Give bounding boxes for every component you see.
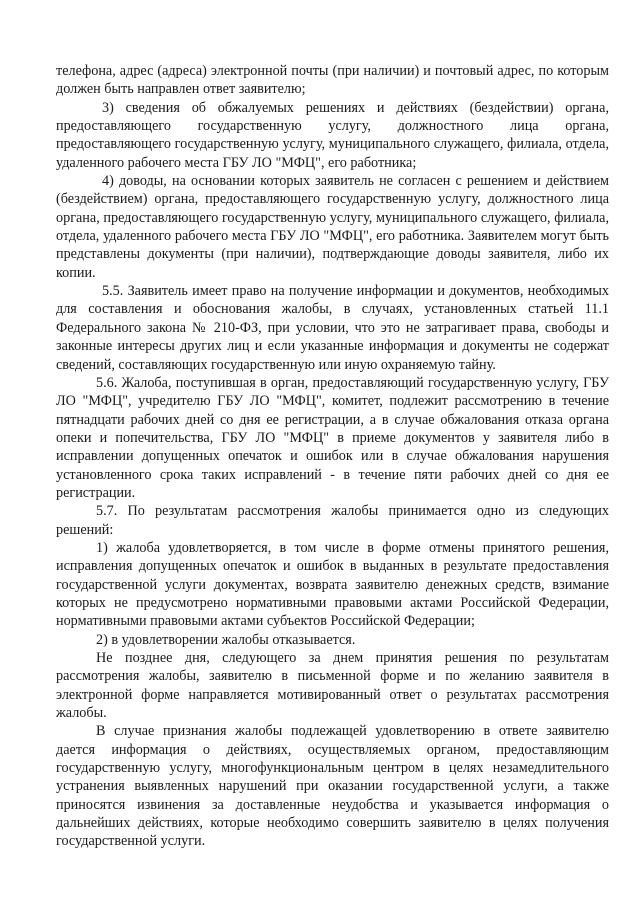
paragraph-5-7: 5.7. По результатам рассмотрения жалобы принимается одно из следующих решений: — [56, 503, 609, 538]
paragraph-decision-1: 1) жалоба удовлетворяется, в том числе в форме отмены принятого решения, исправления допущенных опечаток и ошибок в выданных в результате предоставления государственной услуги документах, возврата заявителю денежных средств, взимание которых не предусмотрено нормативными правовыми актами Российской Федерации, нормативными правовыми актами субъектов Российской Федерации; — [56, 539, 609, 630]
paragraph-satisfaction-info: В случае признания жалобы подлежащей удовлетворению в ответе заявителю дается информация о действиях, осуществляемых органом, предоставляющим государственную услугу, многофункциональным центром в целях незамедлительного устранения выявленных нарушений при оказании государственной услуги, а также приносятся извинения за доставленные неудобства и указывается информация о дальнейших действиях, которые необходимо совершить заявителю в целях получения государственной услуги. — [56, 723, 609, 850]
paragraph-item-3: 3) сведения об обжалуемых решениях и действиях (бездействии) органа, предоставляющего государственную услугу, должностного лица органа, предоставляющего государственную услугу, муниципального служащего, филиала, отдела, удаленного рабочего места ГБУ ЛО "МФЦ", его работника; — [56, 99, 609, 171]
paragraph-contact-details: телефона, адрес (адреса) электронной почты (при наличии) и почтовый адрес, по которым должен быть направлен ответ заявителю; — [56, 63, 609, 98]
paragraph-item-4: 4) доводы, на основании которых заявитель не согласен с решением и действием (бездействием) органа, предоставляющего государственную услугу, должностного лица органа, предоставляющего государственную услугу, муниципального служащего, филиала, отдела, удаленного рабочего места ГБУ ЛО "МФЦ", его работника. Заявителем могут быть представлены документы (при наличии), подтверждающие доводы заявителя, либо их копии. — [56, 173, 609, 281]
paragraph-5-5: 5.5. Заявитель имеет право на получение информации и документов, необходимых для составления и обоснования жалобы, в случаях, установленных статьей 11.1 Федерального закона № 210-ФЗ, при условии, что это не затрагивает права, свободы и законные интересы других лиц и если указанные информация и документы не содержат сведений, составляющих государственную или иную охраняемую тайну. — [56, 283, 609, 373]
document-page — [56, 62, 609, 851]
paragraph-5-6: 5.6. Жалоба, поступившая в орган, предоставляющий государственную услугу, ГБУ ЛО "МФЦ", учредителю ГБУ ЛО "МФЦ", комитет, подлежит рассмотрению в течение пятнадцати рабочих дней со дня ее регистрации, а в случае обжалования отказа органа опеки и попечительства, ГБУ ЛО "МФЦ" в приеме документов у заявителя либо в исправлении допущенных опечаток и ошибок или в случае обжалования нарушения установленного срока таких исправлений - в течение пяти рабочих дней со дня ее регистрации. — [56, 374, 609, 501]
paragraph-reply-deadline: Не позднее дня, следующего за днем принятия решения по результатам рассмотрения жалобы, заявителю в письменной форме и по желанию заявителя в электронной форме направляется мотивированный ответ о результатах рассмотрения жалобы. — [56, 650, 609, 722]
paragraph-decision-2: 2) в удовлетворении жалобы отказывается. — [96, 631, 356, 648]
